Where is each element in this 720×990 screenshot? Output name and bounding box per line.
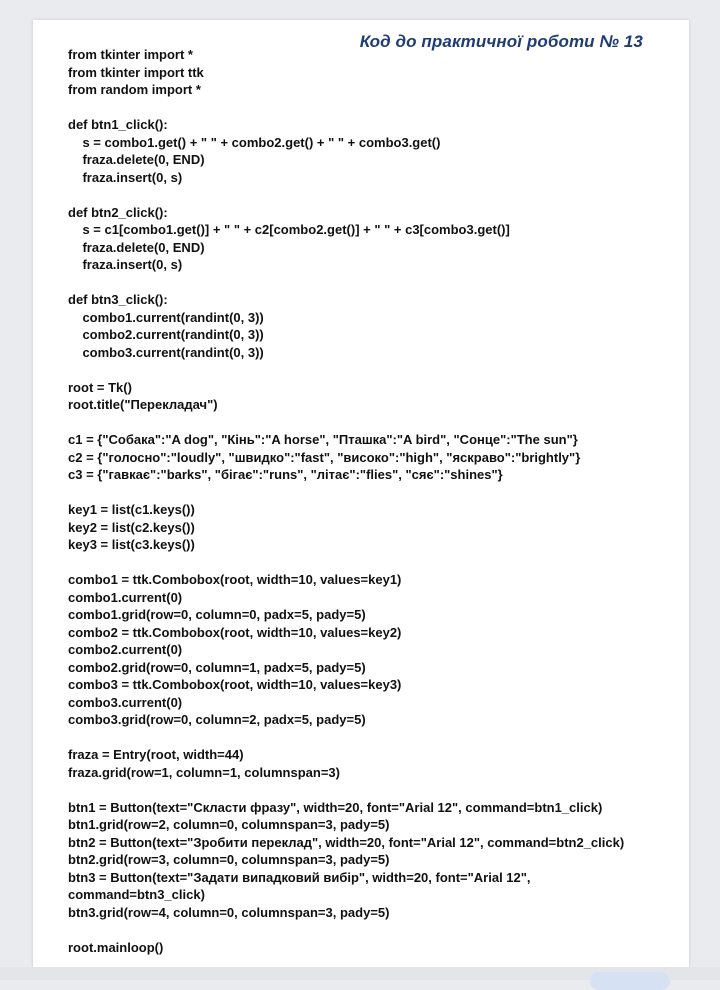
- code-line: [68, 729, 668, 747]
- code-line: [68, 781, 668, 799]
- document-page: [33, 20, 689, 967]
- code-line: fraza.insert(0, s): [68, 257, 183, 272]
- code-line: btn2.grid(row=3, column=0, columnspan=3, pady=5): [68, 852, 390, 867]
- code-line: combo2.current(randint(0, 3)): [68, 327, 264, 342]
- code-line: key2 = list(c2.keys()): [68, 519, 195, 535]
- scroll-indicator[interactable]: [590, 972, 670, 990]
- code-line: root.mainloop(): [68, 939, 164, 955]
- code-line: def btn3_click():: [68, 292, 168, 307]
- code-line: from tkinter import *: [68, 47, 193, 62]
- code-line: def btn1_click():: [68, 117, 168, 132]
- code-line: def btn2_click():: [68, 204, 168, 220]
- code-line: [68, 414, 668, 432]
- code-line: combo3 = ttk.Combobox(root, width=10, values=key3): [68, 677, 402, 692]
- code-block: [68, 46, 668, 956]
- code-line: root.title("Перекладач"): [68, 397, 218, 412]
- code-line: c3 = {"гавкає":"barks", "бігає":"runs", "літає":"flies", "сяє":"shines"}: [68, 467, 503, 482]
- code-line: combo1.current(randint(0, 3)): [68, 309, 264, 325]
- code-line: combo1.grid(row=0, column=0, padx=5, pady=5): [68, 607, 366, 622]
- document-title: Код до практичної роботи № 13: [359, 32, 643, 51]
- code-line: combo2.grid(row=0, column=1, padx=5, pady=5): [68, 659, 366, 675]
- code-line: combo2 = ttk.Combobox(root, width=10, values=key2): [68, 624, 402, 640]
- code-line: fraza.delete(0, END): [68, 239, 205, 255]
- code-line: fraza.delete(0, END): [68, 152, 205, 167]
- code-line: key1 = list(c1.keys()): [68, 502, 195, 517]
- code-line: combo1.current(0): [68, 589, 183, 605]
- code-line: combo1 = ttk.Combobox(root, width=10, values=key1): [68, 572, 402, 587]
- code-line: btn1 = Button(text="Скласти фразу", width=20, font="Arial 12", command=btn1_click): [68, 799, 603, 815]
- code-line: btn1.grid(row=2, column=0, columnspan=3, pady=5): [68, 817, 390, 832]
- code-line: from random import *: [68, 82, 201, 97]
- code-line: from tkinter import ttk: [68, 64, 204, 80]
- code-line: command=btn3_click): [68, 887, 205, 902]
- code-line: c2 = {"голосно":"loudly", "швидко":"fast", "високо":"high", "яскраво":"brightly"}: [68, 449, 581, 465]
- code-line: key3 = list(c3.keys()): [68, 537, 195, 552]
- code-line: s = combo1.get() + " " + combo2.get() + " " + combo3.get(): [68, 134, 441, 150]
- code-line: combo3.current(0): [68, 694, 183, 710]
- code-line: fraza.insert(0, s): [68, 169, 183, 185]
- code-line: combo3.grid(row=0, column=2, padx=5, pady=5): [68, 712, 366, 727]
- code-line: [68, 554, 668, 572]
- code-line: fraza = Entry(root, width=44): [68, 747, 244, 762]
- code-line: combo3.current(randint(0, 3)): [68, 344, 264, 360]
- code-line: [68, 361, 668, 379]
- code-line: combo2.current(0): [68, 642, 183, 657]
- code-line: c1 = {"Собака":"A dog", "Кінь":"A horse", "Пташка":"A bird", "Сонце":"The sun"}: [68, 432, 578, 447]
- code-line: [68, 921, 668, 939]
- code-line: btn3 = Button(text="Задати випадковий вибір", width=20, font="Arial 12",: [68, 869, 531, 885]
- code-line: root = Tk(): [68, 379, 132, 395]
- code-line: [68, 186, 668, 204]
- code-line: [68, 99, 668, 117]
- code-line: btn3.grid(row=4, column=0, columnspan=3, pady=5): [68, 904, 390, 920]
- code-line: [68, 274, 668, 292]
- code-line: [68, 484, 668, 502]
- code-line: s = c1[combo1.get()] + " " + c2[combo2.get()] + " " + c3[combo3.get()]: [68, 222, 510, 237]
- code-line: fraza.grid(row=1, column=1, columnspan=3): [68, 764, 340, 780]
- code-line: btn2 = Button(text="Зробити переклад", width=20, font="Arial 12", command=btn2_click): [68, 834, 625, 850]
